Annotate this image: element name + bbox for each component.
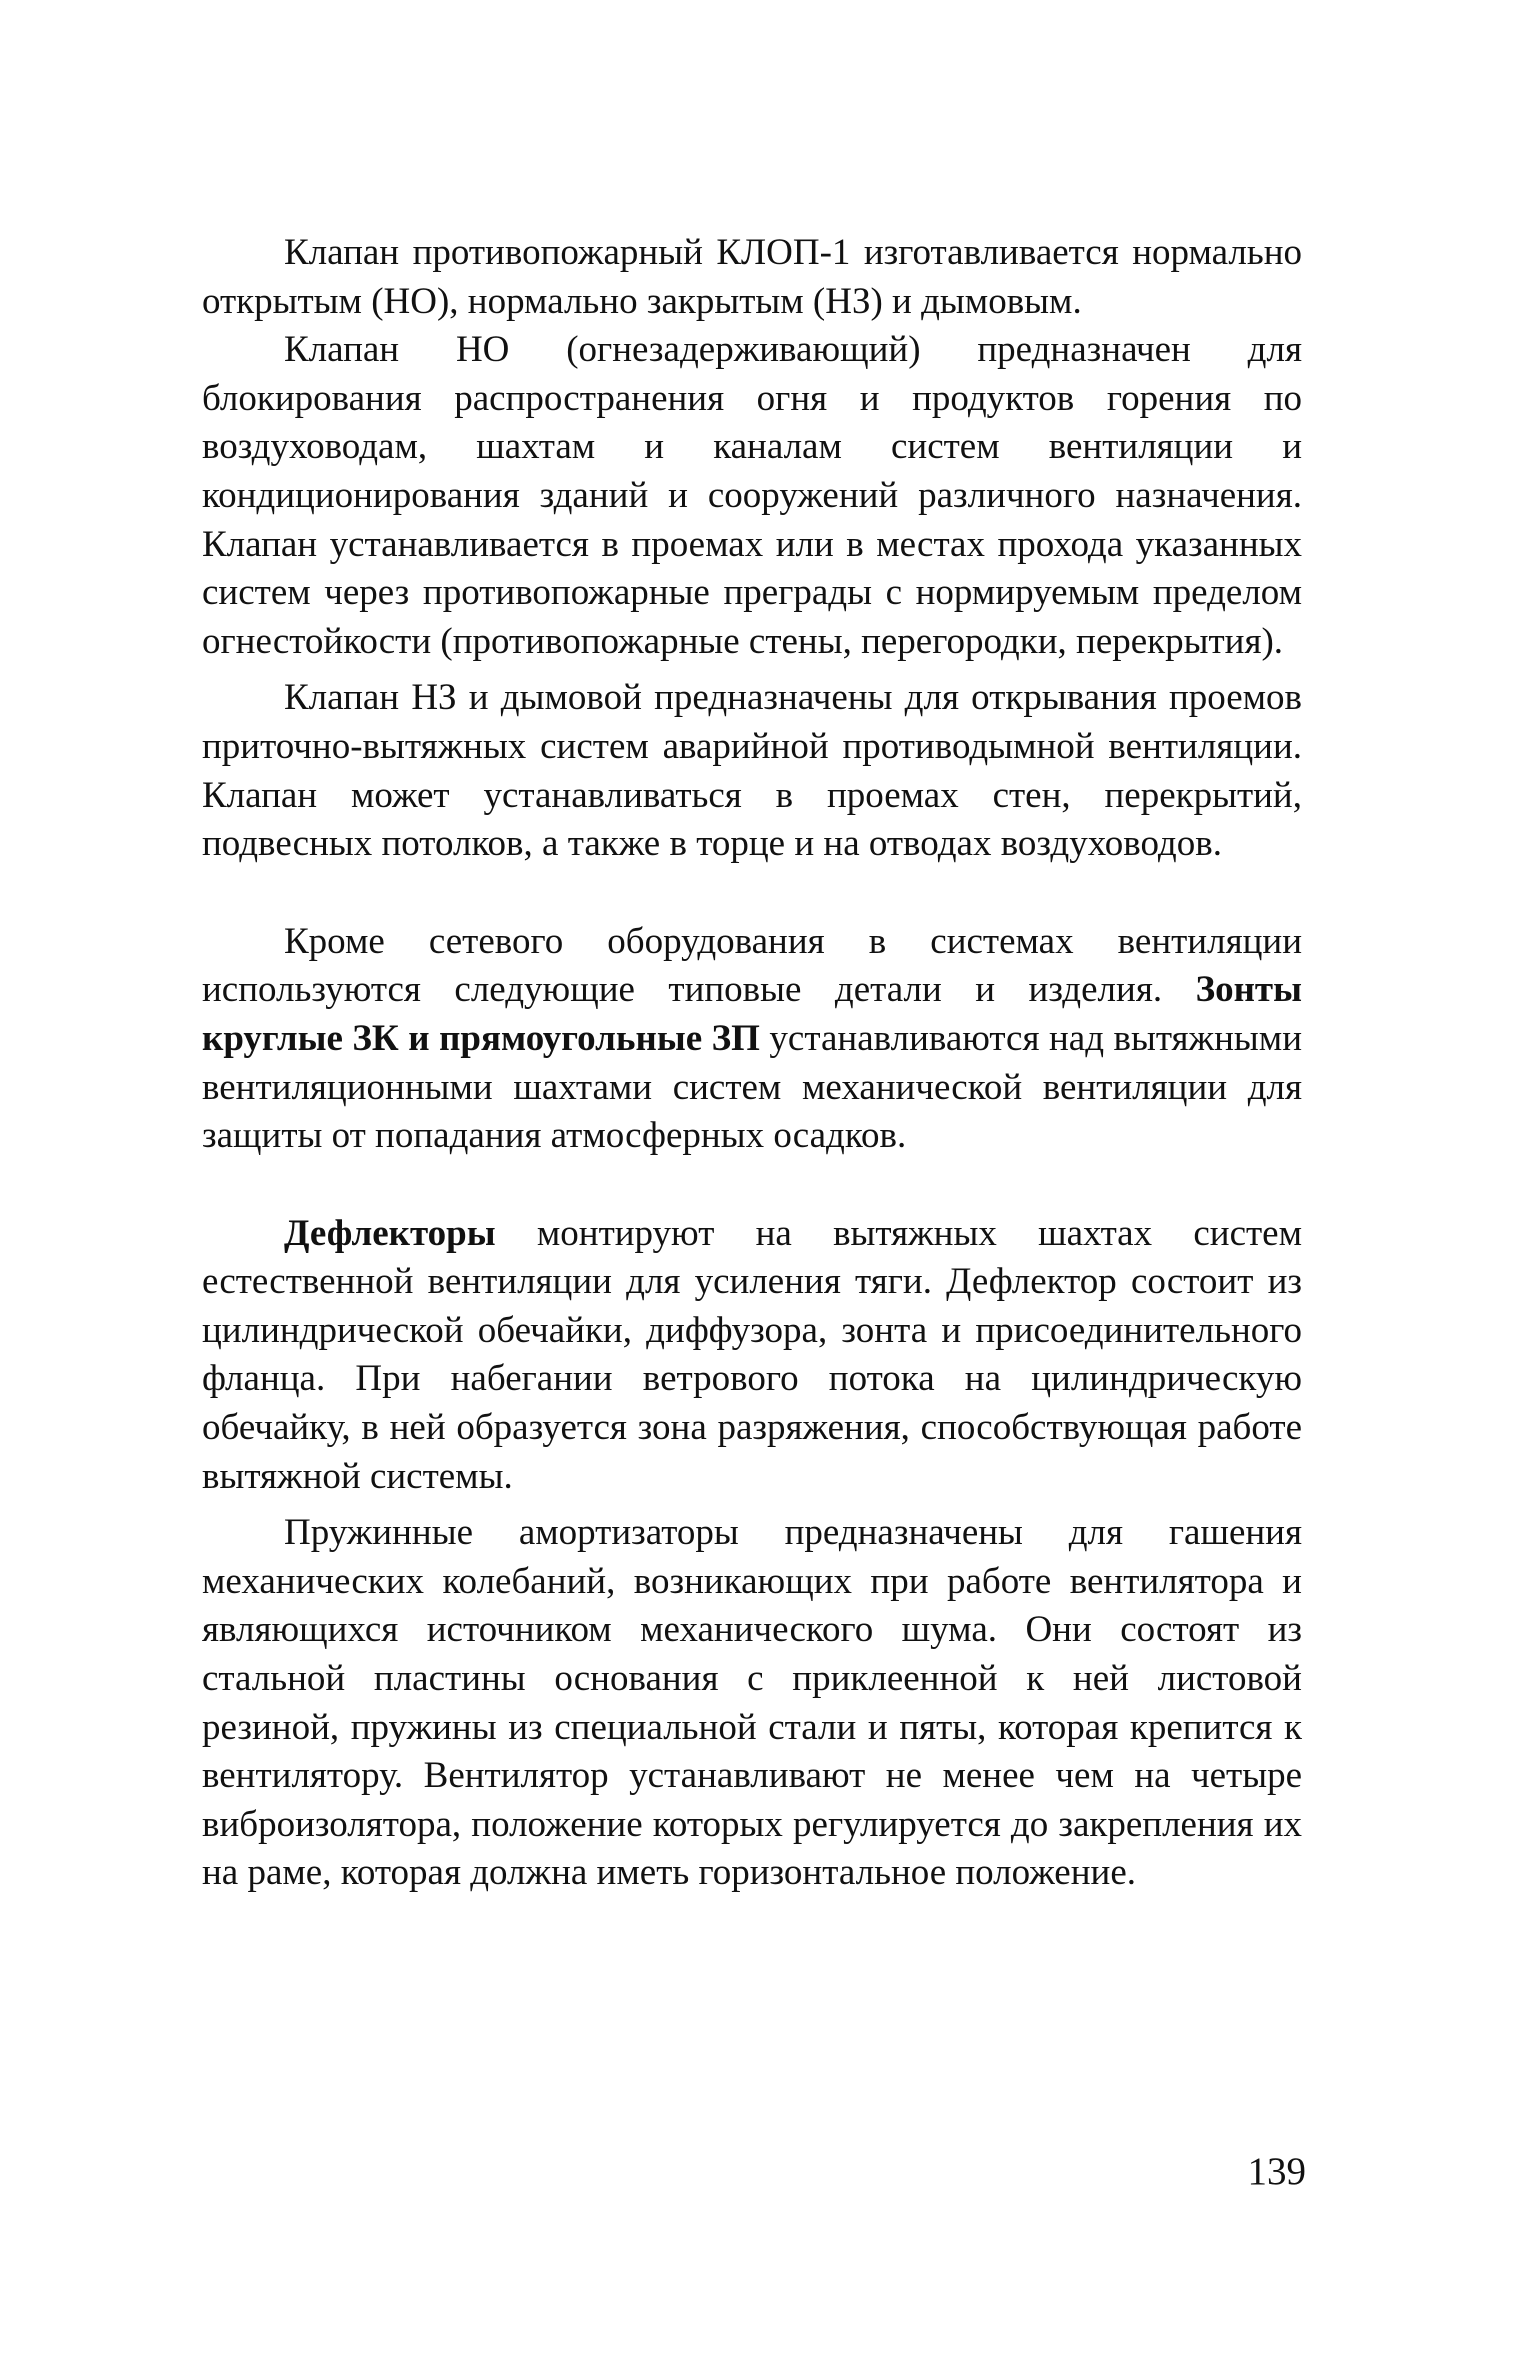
paragraph-hoods [202, 918, 1302, 1161]
text-run: Пружинные амортизаторы предназначены для гашения механических колебаний, возникающих при работе вентилятора и являющихся источником механического шума. Они состоят из стальной пластины основания с приклеенной к ней листовой резиной, пружины из специальной стали и пяты, которая крепится к вентилятору. Вентилятор устанавливают не менее чем на четыре виброизолятора, положение которых регулируется до закрепления их на раме, которая должна иметь горизонтальное положение. [202, 1512, 1302, 1894]
text-run: Клапан НО (огнезадерживающий) предназначен для блокирования распространения огня и продуктов горения по воздуховодам, шахтам и каналам систем вентиляции и кондиционирования зданий и сооружений различного назначения. Клапан устанавливается в проемах или в местах прохода указанных систем через противопожарные преграды с нормируемым пределом огнестойкости (противопожарные стены, перегородки, перекрытия). [202, 329, 1302, 662]
text-run: монтируют на вытяжных шахтах систем естественной вентиляции для усиления тяги. Дефлектор состоит из цилиндрической обечайки, диффузора, зонта и присоединительного фланца. При набегании ветрового потока на цилиндрическую обечайку, в ней образуется зона разряжения, способствующая работе вытяжной системы. [202, 1212, 1302, 1497]
paragraph-klop-intro [202, 229, 1302, 326]
paragraph-deflectors [202, 1210, 1302, 1502]
paragraph-valve-no [202, 326, 1302, 666]
text-run: Клапан противопожарный КЛОП-1 изготавливается нормально открытым (НО), нормально закрытым (НЗ) и дымовым. [202, 232, 1302, 322]
text-run: Клапан НЗ и дымовой предназначены для открывания проемов приточно-вытяжных систем аварийной противодымной вентиляции. Клапан может устанавливаться в проемах стен, перекрытий, подвесных потолков, а также в торце и на отводах воздуховодов. [202, 677, 1302, 865]
term-hoods: Зонты круглые ЗК и прямоугольные ЗП [202, 969, 1302, 1059]
term-deflectors: Дефлекторы [284, 1212, 496, 1254]
body-text [202, 229, 1302, 1898]
text-run: устанавливаются над вытяжными вентиляционными шахтами систем механической вентиляции для защиты от попадания атмосферных осадков. [202, 1017, 1302, 1157]
paragraph-spring-dampers [202, 1509, 1302, 1898]
paragraph-valve-nz [202, 674, 1302, 868]
text-run: Кроме сетевого оборудования в системах вентиляции используются следующие типовые детали и изделия. [202, 920, 1302, 1011]
page-number: 139 [1247, 2150, 1306, 2193]
